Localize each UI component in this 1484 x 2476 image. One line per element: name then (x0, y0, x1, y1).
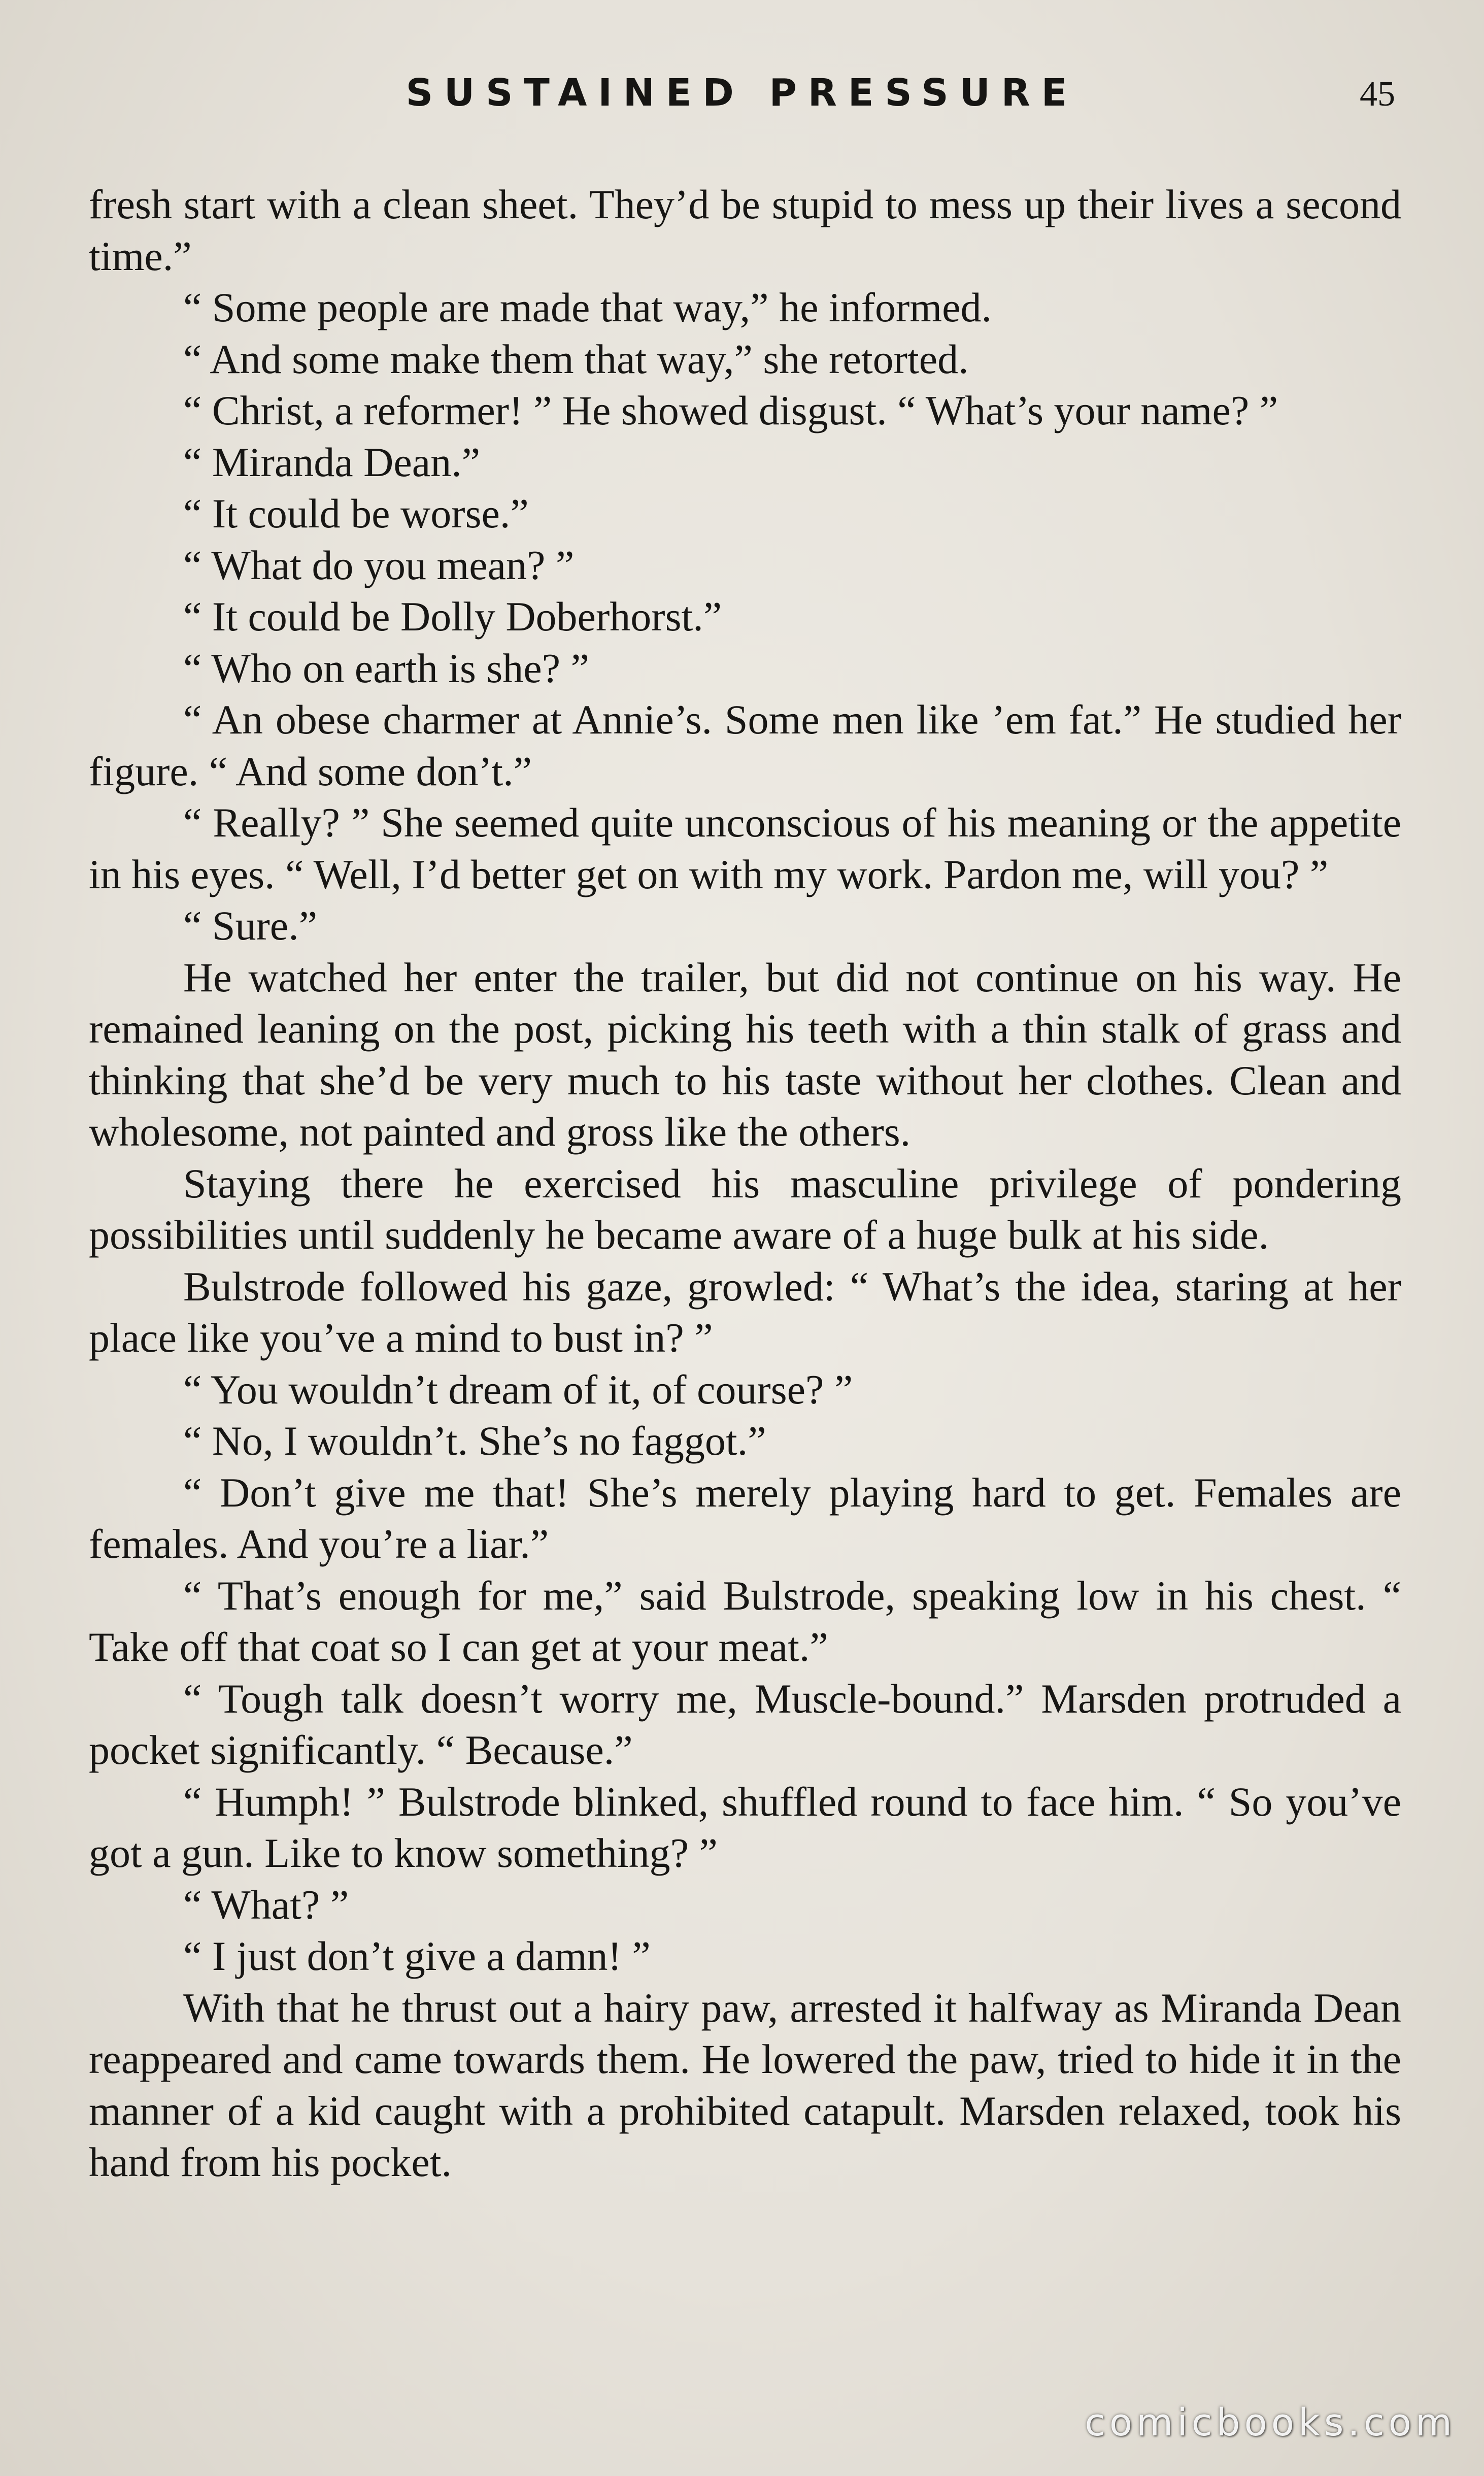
running-title: SUSTAINED PRESSURE (406, 71, 1078, 115)
paragraph: “ It could be Dolly Doberhorst.” (183, 593, 722, 640)
site-watermark: comicbooks.com (1085, 2401, 1456, 2445)
paragraph: “ Tough talk doesn’t worry me, Muscle-bound.” Marsden protruded a pocket significantly. “ Because.” (89, 1675, 1401, 1773)
paragraph: He watched her enter the trailer, but did not continue on his way. He remained leaning on the post, picking his teeth with a thin stalk of grass and thinking that she’d be very much to his taste without her clothes. Clean and wholesome, not painted and gross like the others. (89, 954, 1401, 1155)
paragraph: “ Who on earth is she? ” (183, 645, 589, 691)
paragraph: “ You wouldn’t dream of it, of course? ” (183, 1366, 853, 1413)
paragraph: “ An obese charmer at Annie’s. Some men like ’em fat.” He studied her figure. “ And some don’t.” (89, 696, 1401, 794)
paragraph: “ It could be worse.” (183, 490, 529, 537)
paragraph: “ No, I wouldn’t. She’s no faggot.” (183, 1418, 766, 1464)
paragraph: “ I just don’t give a damn! ” (183, 1933, 651, 1979)
paragraph: “ Miranda Dean.” (183, 439, 481, 485)
paragraph: “ What? ” (183, 1881, 349, 1928)
paragraph: “ Sure.” (183, 902, 318, 949)
paragraph: “ Christ, a reformer! ” He showed disgust. “ What’s your name? ” (183, 387, 1278, 433)
paragraph: “ Humph! ” Bulstrode blinked, shuffled round to face him. “ So you’ve got a gun. Like to know something? ” (89, 1778, 1401, 1876)
paragraph: Staying there he exercised his masculine privilege of pondering possibilities until suddenly he became aware of a huge bulk at his side. (89, 1160, 1401, 1258)
paragraph: fresh start with a clean sheet. They’d be stupid to mess up their lives a second time.” (89, 181, 1401, 279)
page-header (89, 71, 1395, 127)
paragraph: With that he thrust out a hairy paw, arrested it halfway as Miranda Dean reappeared and came towards them. He lowered the paw, tried to hide it in the manner of a kid caught with a prohibited catapult. Marsden relaxed, took his hand from his pocket. (89, 1984, 1401, 2185)
page-number: 45 (1360, 75, 1395, 114)
body-text (89, 179, 1401, 2188)
paragraph: “ Really? ” She seemed quite unconscious of his meaning or the appetite in his eyes. “ Well, I’d better get on with my work. Pardon me, will you? ” (89, 799, 1401, 897)
paragraph: “ And some make them that way,” she retorted. (183, 336, 969, 382)
paragraph: “ That’s enough for me,” said Bulstrode, speaking low in his chest. “ Take off that coat so I can get at your meat.” (89, 1572, 1401, 1670)
paragraph: “ Don’t give me that! She’s merely playing hard to get. Females are females. And you’re a liar.” (89, 1469, 1401, 1567)
paragraph: “ Some people are made that way,” he informed. (183, 284, 992, 330)
paragraph: Bulstrode followed his gaze, growled: “ What’s the idea, staring at her place like you’ve a mind to bust in? ” (89, 1263, 1401, 1361)
paragraph: “ What do you mean? ” (183, 542, 575, 588)
